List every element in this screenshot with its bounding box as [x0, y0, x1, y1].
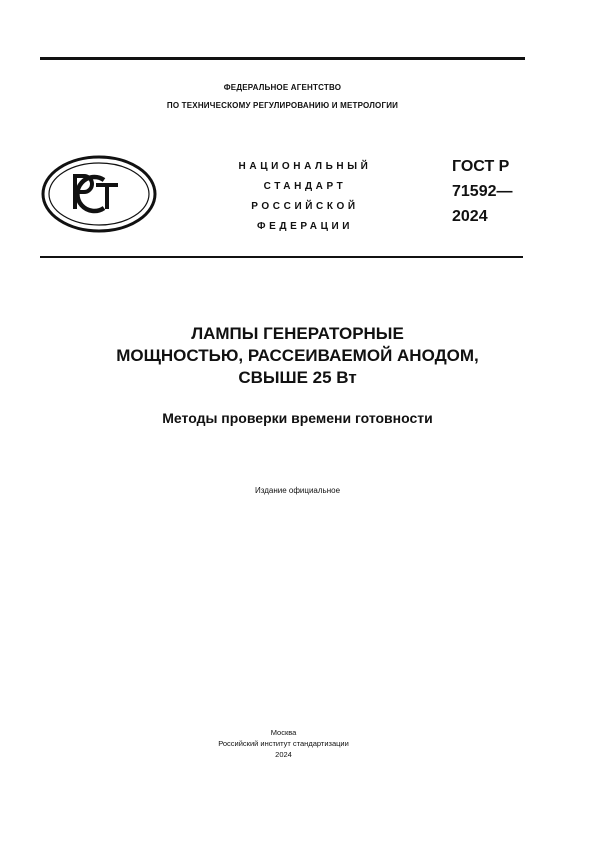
standard-type-line: РОССИЙСКОЙ: [251, 201, 359, 212]
title-line: МОЩНОСТЬЮ, РАССЕИВАЕМОЙ АНОДОМ,: [116, 346, 479, 365]
document-title: [40, 323, 555, 389]
top-rule: [40, 57, 525, 60]
imprint-year: 2024: [275, 750, 292, 759]
document-subtitle: Методы проверки времени готовности: [162, 410, 433, 426]
designation-line: 71592—: [452, 183, 513, 200]
agency-name-line-1: ФЕДЕРАЛЬНОЕ АГЕНТСТВО: [223, 83, 342, 92]
imprint: [40, 727, 527, 760]
title-line: ЛАМПЫ ГЕНЕРАТОРНЫЕ: [191, 324, 404, 343]
standard-type-line: ФЕДЕРАЦИИ: [256, 221, 354, 232]
imprint-city: Москва: [270, 728, 297, 737]
designation-line: ГОСТ Р: [452, 158, 510, 175]
imprint-publisher: Российский институт стандартизации: [218, 739, 349, 748]
standard-type-line: СТАНДАРТ: [263, 181, 347, 192]
agency-name-line-2: ПО ТЕХНИЧЕСКОМУ РЕГУЛИРОВАНИЮ И МЕТРОЛОГИИ: [166, 101, 399, 110]
standard-type: [200, 157, 410, 237]
standard-type-line: НАЦИОНАЛЬНЫЙ: [238, 161, 372, 172]
header-rule: [40, 256, 523, 258]
title-line: СВЫШЕ 25 Вт: [238, 368, 357, 387]
rst-certification-mark-icon: [40, 154, 158, 234]
edition-note: Издание официальное: [254, 486, 341, 495]
standard-designation: [452, 154, 513, 229]
designation-line: 2024: [452, 208, 488, 225]
